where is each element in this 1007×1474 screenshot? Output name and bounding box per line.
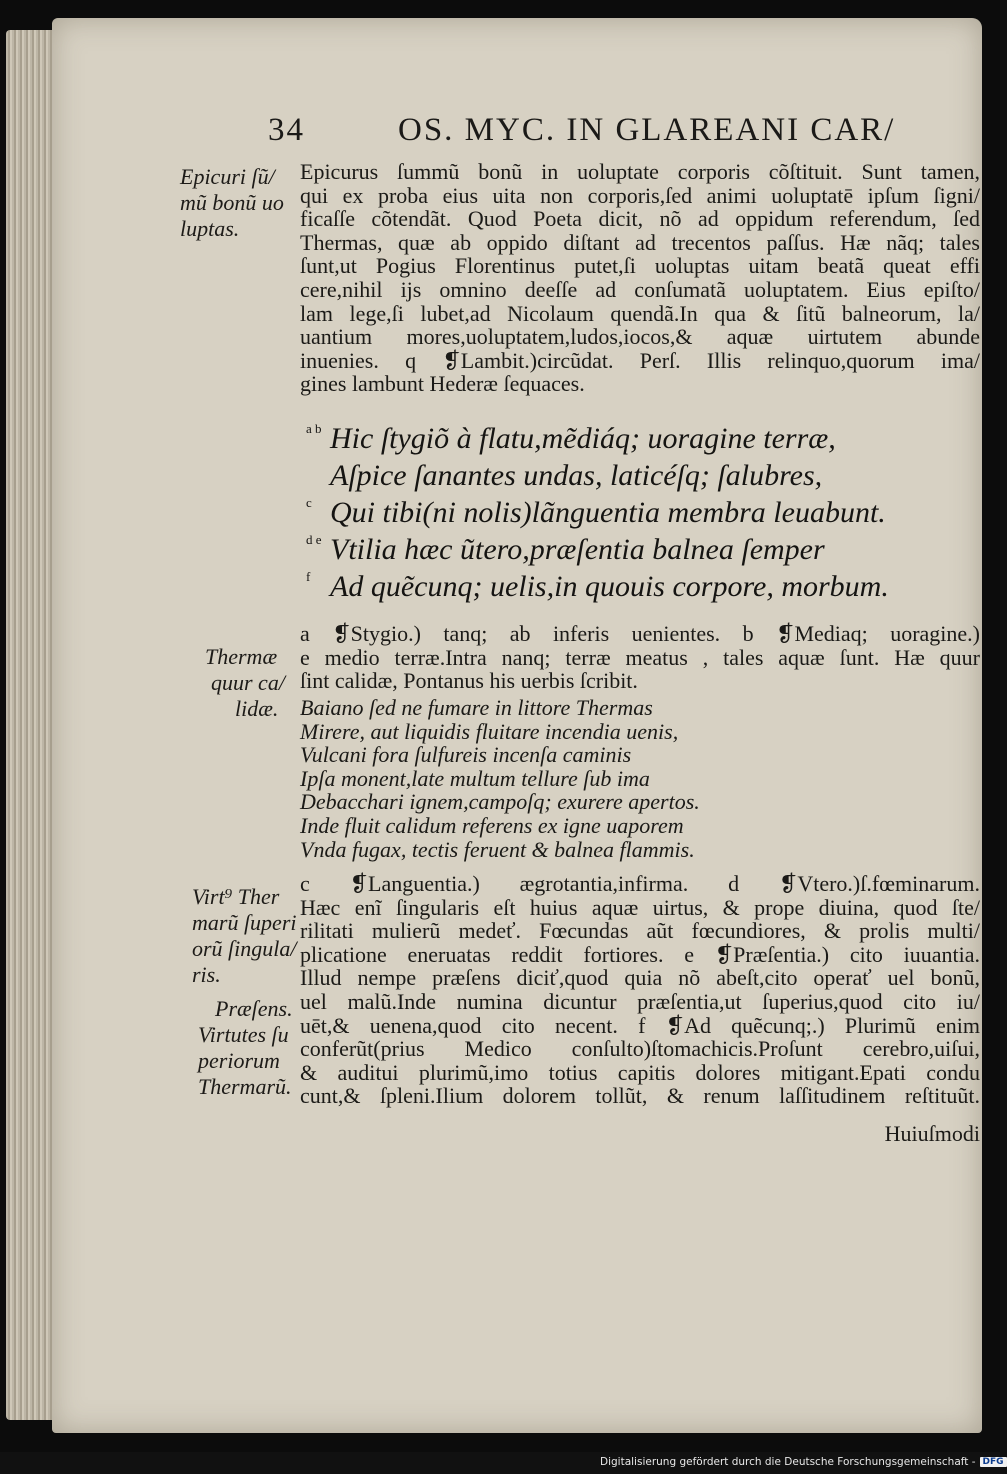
text-line: a ❡Stygio.) tanq; ab inferis uenientes. b ❡Mediaq; uoragine.) [300, 621, 980, 646]
text-line: Illud nempe præſens diciť,quod quia nõ abeſt,cito operať uel bonũ, [300, 965, 980, 991]
dfg-logo: DFG [980, 1457, 1007, 1467]
page-number: 34 [268, 112, 305, 148]
digitization-credit [600, 1456, 1004, 1472]
text-line: ficaſſe cõtendãt. Quod Poeta dicit, nõ ad oppidum referendum, ſed [300, 206, 980, 232]
page-edge-stack [6, 30, 54, 1420]
text-line: inuenies. q ❡Lambit.)circũdat. Perſ. Illis relinquo,quorum ima/ [300, 347, 980, 373]
catchword: Huiuſmodi [884, 1121, 980, 1146]
text-line: rilitati mulierũ medeť. Fœcundas aũt fœcundiores, & prolis multi/ [300, 918, 980, 944]
verse-marker: c [306, 495, 312, 510]
margin-note-line: ris. [192, 962, 221, 987]
poem-line: Debacchari ignem,campoſq; exurere apertos. [300, 789, 700, 815]
running-header [268, 112, 908, 152]
quoted-poem [300, 696, 860, 861]
margin-note-praesens: Præſens. [215, 996, 293, 1021]
verse-text: Aſpice ſanantes undas, laticéſq; ſalubres, [330, 459, 823, 492]
margin-note-line: Epicuri ſũ/ [180, 164, 275, 189]
verse-line [300, 457, 940, 494]
text-line: lam lege,ſi lubet,ad Nicolaum quendã.In qua & ſitũ balneorum, la/ [300, 300, 980, 326]
poem-line: Mirere, aut liquidis fluitare incendia uenis, [300, 718, 679, 744]
margin-note-line: luptas. [180, 216, 240, 241]
poem-line: Vulcani fora ſulfureis incenſa caminis [300, 742, 632, 768]
poem-line: Inde fluit calidum referens ex igne uaporem [300, 812, 684, 838]
margin-note-line: marũ ſuperi [192, 910, 297, 935]
poem-line: Ipſa monent,late multum tellure ſub ima [300, 765, 650, 791]
margin-note-line: periorum [198, 1048, 280, 1073]
credit-text: Digitalisierung gefördert durch die Deutsche Forschungsgemeinschaft - [600, 1456, 976, 1468]
margin-note-line: Thermæ [205, 644, 278, 669]
text-line: uēt,& uenena,quod cito necent. f ❡Ad quẽcunq;.) Plurimũ enim [300, 1012, 980, 1038]
verse-marker: f [306, 569, 311, 584]
margin-note-line: Virt⁹ Ther [192, 884, 280, 909]
text-line: ſint calidæ, Pontanus his uerbis ſcribit. [300, 668, 638, 694]
text-line: e medio terræ.Intra nanq; terræ meatus , tales aquæ ſunt. Hæ quur [300, 644, 980, 670]
text-line: Thermas, quæ ab oppido diſtant ad trecentos paſſus. Hæ nãq; tales [300, 229, 980, 255]
margin-note-line: mũ bonũ uo [180, 190, 284, 215]
catchword-row [300, 1122, 980, 1146]
poem-line: Baiano ſed ne fumare in littore Thermas [300, 695, 653, 720]
text-line: Hæc enĩ ſingularis eſt huius aquæ uirtus, & prope diuina, quod ſte/ [300, 894, 980, 920]
verse-marker: d e [306, 532, 322, 547]
text-line: cunt,& ſpleni.Ilium dolorem tollũt, & renum laſſitudinem reſtituũt. [300, 1083, 980, 1109]
verse-line [300, 568, 940, 605]
text-line: gines lambunt Hederæ ſequaces. [300, 371, 585, 397]
margin-note-line: quur ca/ [211, 670, 285, 695]
verse-marker: a b [306, 421, 322, 436]
text-line: & auditui plurimũ,imo totius capitis dolores mitigant.Epati condu [300, 1059, 980, 1085]
text-line: cere,nihil ĳs omnino deeſſe ad conſumatã uoluptatem. Eius epiſto/ [300, 276, 980, 302]
running-title: OS. MYC. IN GLAREANI CAR/ [398, 112, 896, 148]
verse-line [300, 531, 940, 568]
verse-text: Ad quẽcunq; uelis,in quouis corpore, morbum. [330, 570, 889, 603]
text-line: conferũt(prius Medico conſulto)ſtomachicis.Proſunt cerebro,uiſui, [300, 1036, 980, 1062]
text-line: qui ex proba eius uita non corporis,ſed animi uoluptatē ipſum ſigni/ [300, 182, 980, 208]
poem-line: Vnda fugax, tectis feruent & balnea flammis. [300, 836, 695, 862]
text-line: plicatione eneruatas reddit fortiores. e ❡Præſentia.) cito iuuantia. [300, 941, 980, 967]
margin-note-line: orũ ſingula/ [192, 936, 297, 961]
commentary-block-2 [300, 622, 980, 693]
verse-block [300, 420, 940, 605]
margin-note-line: Thermarũ. [198, 1074, 292, 1099]
verse-text: Qui tibi(ni nolis)lãnguentia membra leuabunt. [330, 496, 886, 529]
verse-line [300, 420, 940, 457]
commentary-block-1 [300, 160, 980, 396]
text-line: uel malũ.Inde numina dicuntur præſentia,ut ſuperius,quod cito iu/ [300, 988, 980, 1014]
text-line: ſunt,ut Pogius Florentinus putet,ſi uoluptas uitam beatã queat effi [300, 253, 980, 279]
margin-note-virtutes [198, 1022, 292, 1100]
margin-note-line: lidæ. [235, 696, 279, 721]
commentary-block-3 [300, 872, 980, 1108]
verse-text: Hic ſtygiõ à flatu,mẽdiáq; uoragine terræ, [330, 422, 836, 455]
margin-note-line: Virtutes ſu [198, 1022, 289, 1047]
margin-note-thermae [205, 644, 285, 722]
text-line: Epicurus ſummũ bonũ in uoluptate corporis cõſtituit. Sunt tamen, [300, 159, 980, 184]
margin-note-epicuri [180, 164, 284, 242]
verse-line [300, 494, 940, 531]
text-line: uantium mores,uoluptatem,ludos,iocos,& aquæ uirtutem abunde [300, 324, 980, 350]
text-line: c ❡Languentia.) ægrotantia,infirma. d ❡Vtero.)ſ.fœminarum. [300, 871, 980, 896]
verse-text: Vtilia hæc ũtero,præſentia balnea ſemper [330, 533, 825, 566]
margin-note-virtus [192, 884, 297, 988]
